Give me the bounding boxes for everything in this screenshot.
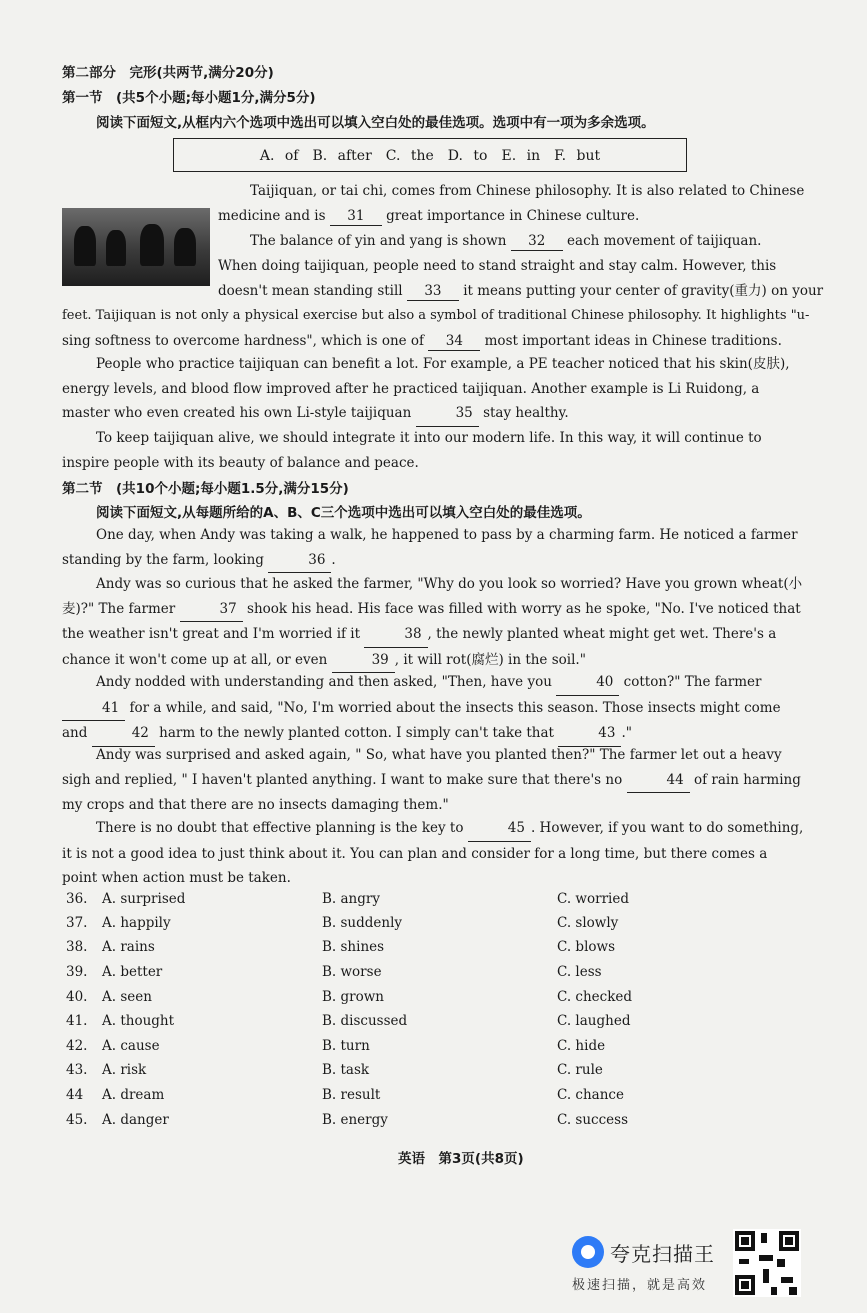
- scanner-slogan: 极速扫描，就是高效: [572, 1278, 708, 1293]
- option-row: [66, 1009, 786, 1034]
- taijiquan-photo: [62, 208, 210, 286]
- option-row: [66, 1058, 786, 1083]
- option-a[interactable]: A. cause: [102, 1038, 160, 1054]
- option-a[interactable]: A. danger: [102, 1112, 169, 1128]
- option-a[interactable]: A. seen: [102, 989, 152, 1005]
- option-c[interactable]: C. success: [557, 1112, 629, 1128]
- option-row: [66, 887, 786, 912]
- blank-32[interactable]: 32: [511, 232, 563, 251]
- section2-instruction: 阅读下面短文,从每题所给的A、B、C三个选项中选出可以填入空白处的最佳选项。: [96, 505, 591, 521]
- passage1-line: When doing taijiquan, people need to stand straight and stay calm. However, this: [218, 258, 777, 274]
- option-c[interactable]: C. hide: [557, 1038, 606, 1054]
- option-b[interactable]: B. result: [322, 1087, 381, 1103]
- option-row: [66, 1108, 786, 1133]
- option-a[interactable]: A. better: [102, 964, 163, 980]
- blank-44[interactable]: 44: [627, 768, 690, 794]
- part-heading: 第二部分 完形(共两节,满分20分): [62, 65, 274, 81]
- section1-instruction: 阅读下面短文,从框内六个选项中选出可以填入空白处的最佳选项。选项中有一项为多余选项。: [96, 115, 655, 131]
- passage1-paragraph: To keep taijiquan alive, we should integrate it into our modern life. In this way, it will continue to inspire people with its beauty of balance and peace.: [62, 430, 762, 471]
- blank-45[interactable]: 45: [468, 816, 531, 842]
- passage1-line: medicine and is 31 great importance in Chinese culture.: [218, 208, 640, 224]
- option-number: 37.: [66, 915, 88, 931]
- option-row: [66, 1034, 786, 1059]
- option-row: [66, 960, 786, 985]
- passage2-paragraph: One day, when Andy was taking a walk, he happened to pass by a charming farm. He noticed a farmer standing by the farm, looking 36 .: [62, 523, 806, 573]
- passage2-paragraph: There is no doubt that effective planning is the key to 45 . However, if you want to do something, it is not a good idea to just think about it. You can plan and consider for a long time, but there comes a point when action must be taken.: [62, 816, 806, 891]
- section1-heading: 第一节 (共5个小题;每小题1分,满分5分): [62, 90, 316, 106]
- option-b[interactable]: B. worse: [322, 964, 382, 980]
- passage1-line: doesn't mean standing still 33 it means putting your center of gravity(重力) on your: [218, 283, 824, 299]
- option-a[interactable]: A. thought: [102, 1013, 175, 1029]
- option-a[interactable]: A. rains: [102, 939, 155, 955]
- blank-33[interactable]: 33: [407, 282, 459, 301]
- option-row: [66, 911, 786, 936]
- option-a[interactable]: A. surprised: [102, 891, 186, 907]
- option-c[interactable]: C. blows: [557, 939, 616, 955]
- option-a[interactable]: A. dream: [102, 1087, 165, 1103]
- scanner-brand-name: 夸克扫描王: [610, 1242, 715, 1266]
- blank-38[interactable]: 38: [364, 622, 427, 648]
- passage1-line: feet. Taijiquan is not only a physical exercise but also a symbol of traditional Chinese philosophy. It highlights "u-: [62, 308, 810, 323]
- passage2-paragraph: Andy was surprised and asked again, " So, what have you planted then?" The farmer let out a heavy sigh and replied, " I haven't planted anything. I want to make sure that there's no 44 of rain harming my crops and that there are no insects damaging them.": [62, 747, 801, 813]
- option-number: 41.: [66, 1013, 88, 1029]
- blank-39[interactable]: 39: [332, 648, 395, 674]
- option-b[interactable]: B. discussed: [322, 1013, 408, 1029]
- passage2-paragraph: Andy nodded with understanding and then asked, "Then, have you 40 cotton?" The farmer 41 for a while, and said, "No, I'm worried about the insects this season. Those insects might come and 42 harm to the newly planted cotton. I simply can't take that 43 .": [62, 670, 806, 747]
- option-number: 40.: [66, 989, 88, 1005]
- option-b[interactable]: B. grown: [322, 989, 384, 1005]
- option-b[interactable]: B. turn: [322, 1038, 370, 1054]
- option-row: [66, 1083, 786, 1108]
- section2-heading: 第二节 (共10个小题;每小题1.5分,满分15分): [62, 481, 349, 497]
- passage1-line: The balance of yin and yang is shown 32 each movement of taijiquan.: [250, 233, 762, 249]
- option-number: 42.: [66, 1038, 88, 1054]
- blank-43[interactable]: 43: [558, 721, 621, 747]
- blank-40[interactable]: 40: [556, 670, 619, 696]
- option-b[interactable]: B. shines: [322, 939, 385, 955]
- option-number: 39.: [66, 964, 88, 980]
- option-b[interactable]: B. task: [322, 1062, 370, 1078]
- option-box: [173, 138, 687, 172]
- option-number: 38.: [66, 939, 88, 955]
- option-c[interactable]: C. chance: [557, 1087, 624, 1103]
- passage1-line: sing softness to overcome hardness", which is one of 34 most important ideas in Chinese traditions.: [62, 333, 782, 349]
- blank-31[interactable]: 31: [330, 207, 382, 226]
- option-number: 44: [66, 1087, 84, 1103]
- option-c[interactable]: C. checked: [557, 989, 633, 1005]
- blank-41[interactable]: 41: [62, 696, 125, 722]
- option-number: 36.: [66, 891, 88, 907]
- qr-code-icon: [733, 1229, 801, 1297]
- option-c[interactable]: C. worried: [557, 891, 629, 907]
- option-b[interactable]: B. suddenly: [322, 915, 403, 931]
- option-row: [66, 935, 786, 960]
- option-b[interactable]: B. energy: [322, 1112, 388, 1128]
- option-c[interactable]: C. laughed: [557, 1013, 631, 1029]
- scanner-watermark: [568, 1232, 738, 1296]
- page-footer: 英语 第3页(共8页): [398, 1151, 524, 1167]
- blank-42[interactable]: 42: [92, 721, 155, 747]
- option-a[interactable]: A. risk: [102, 1062, 147, 1078]
- blank-34[interactable]: 34: [428, 332, 480, 351]
- option-c[interactable]: C. slowly: [557, 915, 619, 931]
- option-a[interactable]: A. happily: [102, 915, 171, 931]
- passage2-paragraph: Andy was so curious that he asked the farmer, "Why do you look so worried? Have you grown wheat(小麦)?" The farmer 37 shook his head. His face was filled with worry as he spoke, "No. I've noticed that the weather isn't great and I'm worried if it 38 , the newly planted wheat might get wet. There's a chance it won't come up at all, or even 39 , it will rot(腐烂) in the soil.": [62, 572, 806, 673]
- option-row: [66, 985, 786, 1010]
- option-box-text: A. of B. after C. the D. to E. in F. but: [259, 148, 601, 164]
- blank-35[interactable]: 35: [416, 401, 479, 427]
- option-number: 43.: [66, 1062, 88, 1078]
- scanner-logo-icon: [572, 1236, 604, 1268]
- option-number: 45.: [66, 1112, 88, 1128]
- passage1-line: Taijiquan, or tai chi, comes from Chinese philosophy. It is also related to Chinese: [250, 183, 805, 199]
- blank-37[interactable]: 37: [180, 597, 243, 623]
- option-c[interactable]: C. less: [557, 964, 602, 980]
- passage1-paragraph: People who practice taijiquan can benefit a lot. For example, a PE teacher noticed that his skin(皮肤), energy levels, and blood flow improved after he practiced taijiquan. Another example is Li Ruidong, a master who even created his own Li-style taijiquan 35 stay healthy.: [62, 352, 806, 427]
- option-b[interactable]: B. angry: [322, 891, 380, 907]
- option-c[interactable]: C. rule: [557, 1062, 603, 1078]
- blank-36[interactable]: 36: [268, 548, 331, 574]
